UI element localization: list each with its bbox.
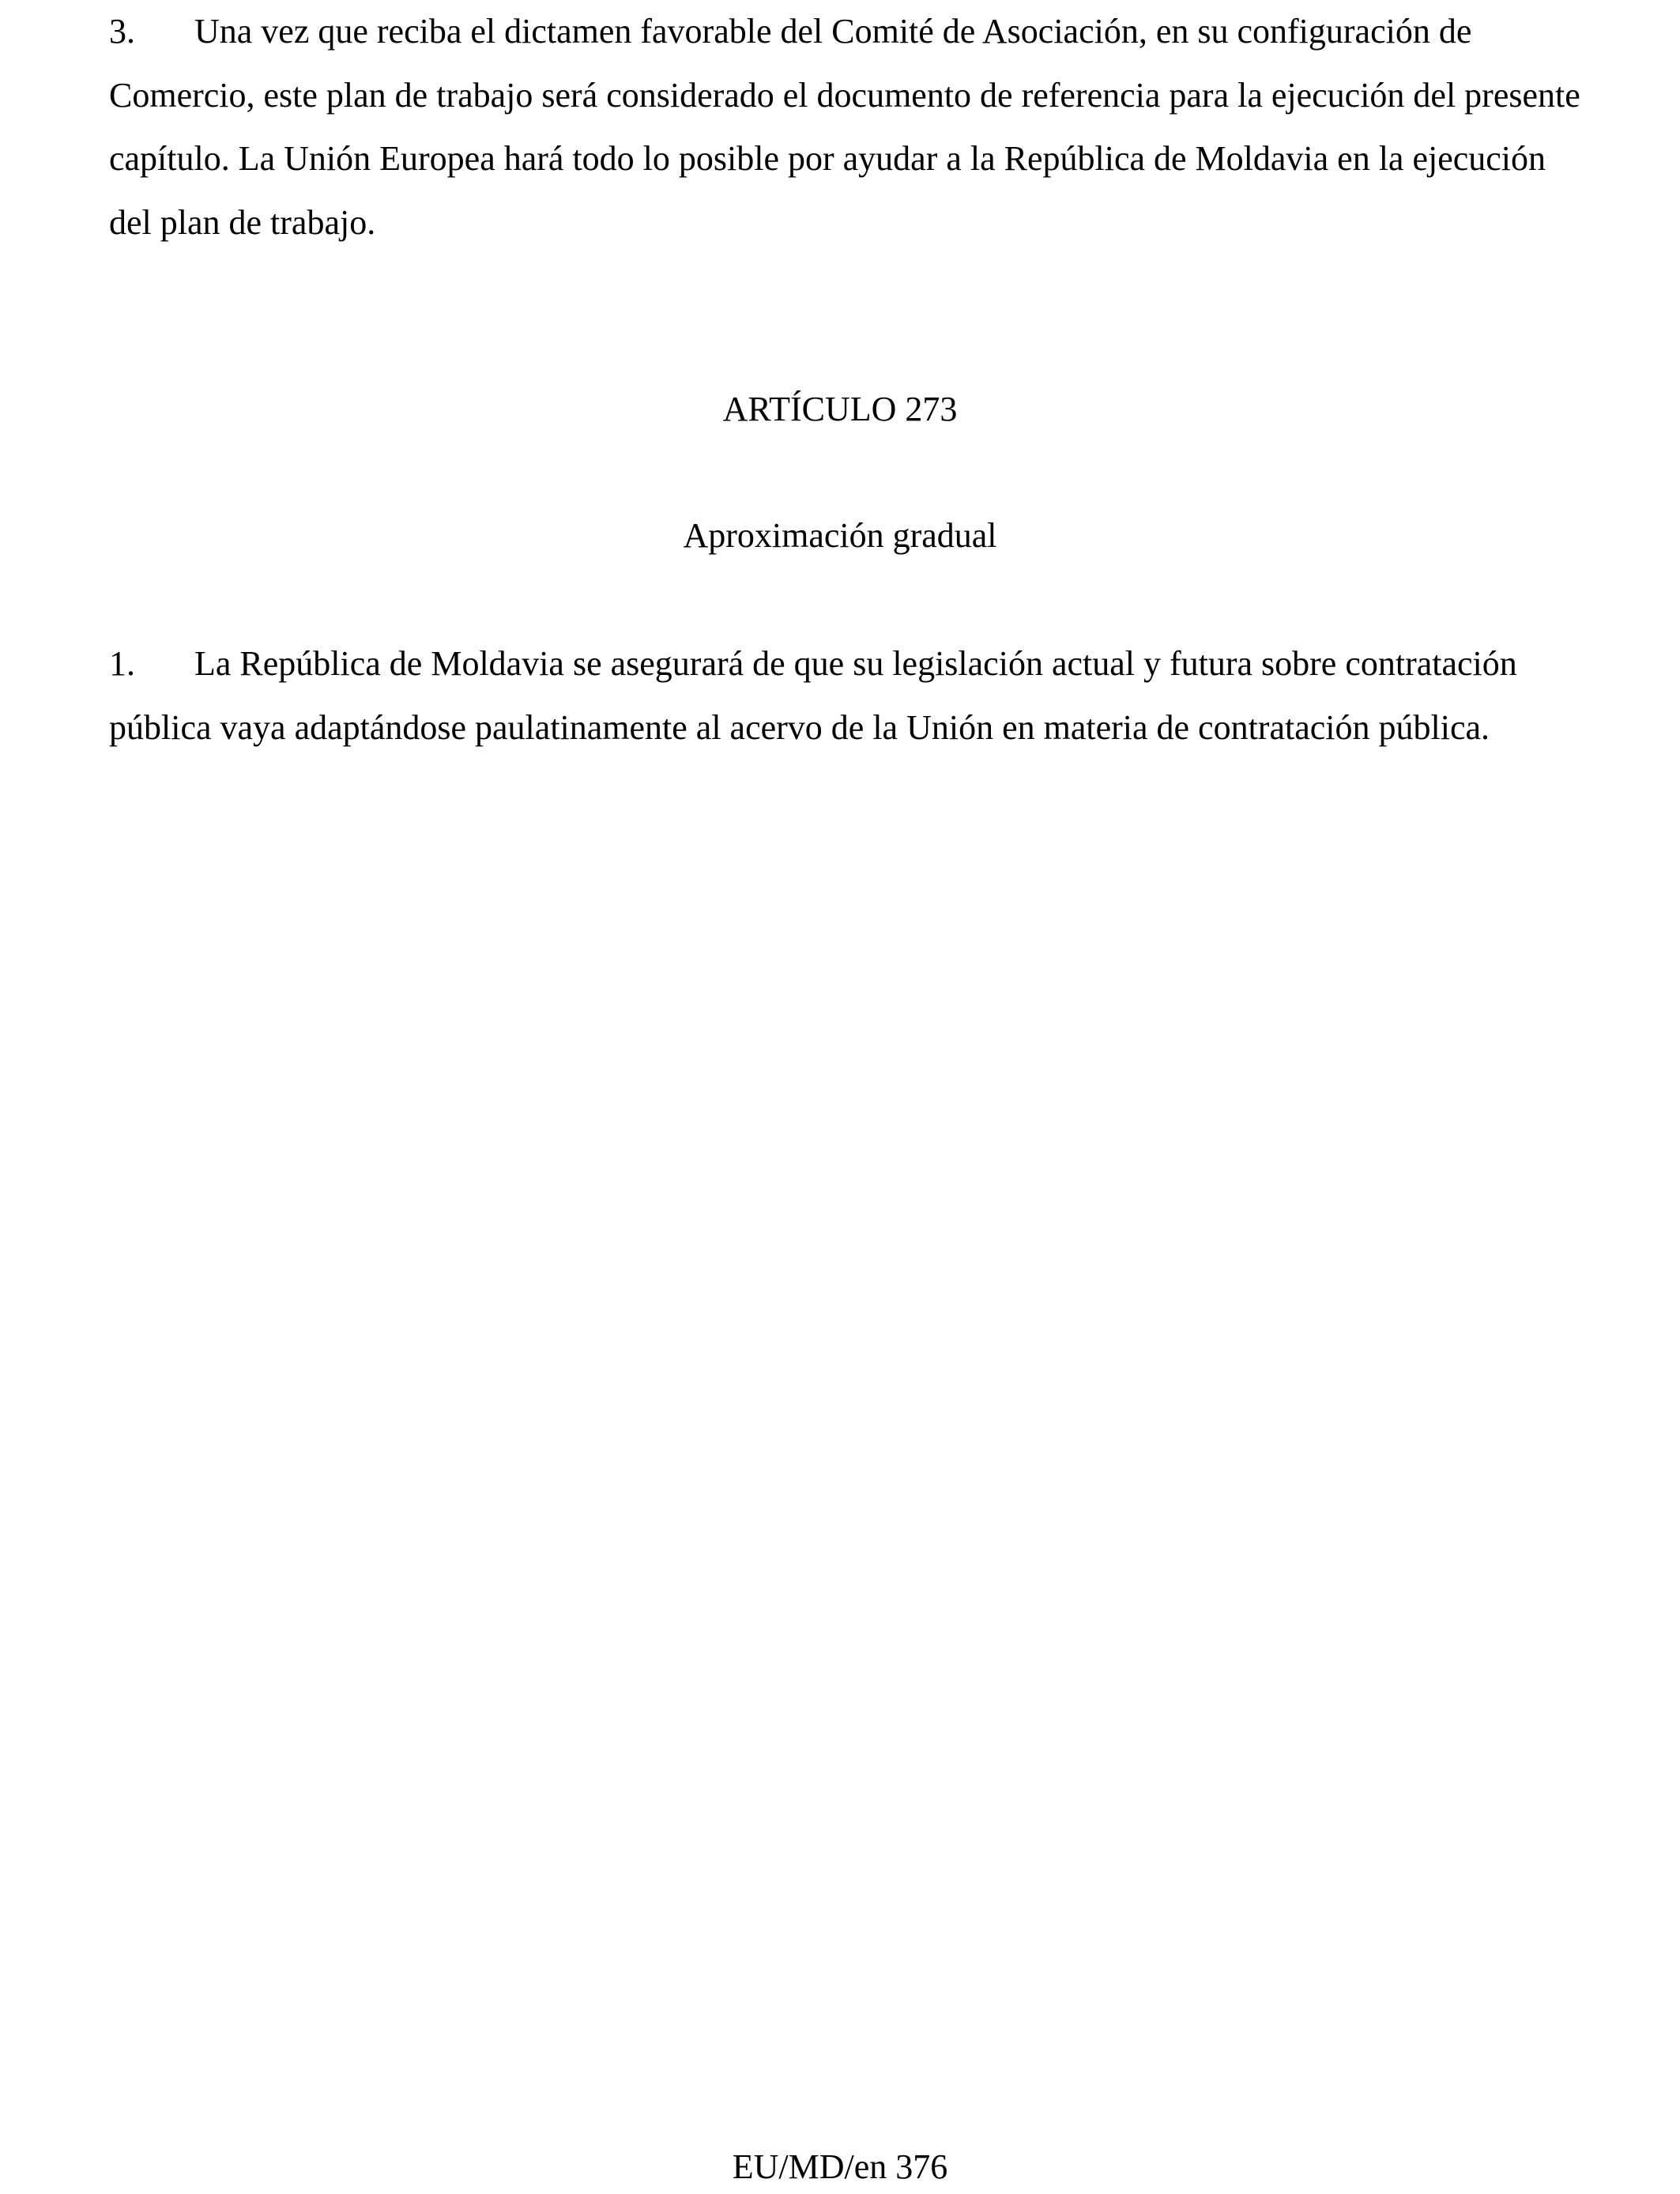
paragraph-number: 1. [109, 644, 135, 683]
paragraph-text: Una vez que reciba el dictamen favorable del Comité de Asociación, en su configuración de Comercio, este plan de trabajo será considerado el documento de referencia para la ejecución del presente capítulo. La Unión Europea hará todo lo posible por ayudar a la República de Moldavia en la ejecución del plan de trabajo. [109, 12, 1580, 242]
article-heading: ARTÍCULO 273 [722, 390, 958, 428]
article-title: Aproximación gradual [683, 516, 997, 555]
paragraph-1 [109, 632, 1595, 760]
paragraph-text: La República de Moldavia se asegurará de que su legislación actual y futura sobre contratación pública vaya adaptándose paulatinamente al acervo de la Unión en materia de contratación pública. [109, 644, 1517, 747]
page-footer: EU/MD/en 376 [732, 2147, 948, 2186]
paragraph-3 [109, 0, 1595, 254]
paragraph-number: 3. [109, 12, 135, 51]
